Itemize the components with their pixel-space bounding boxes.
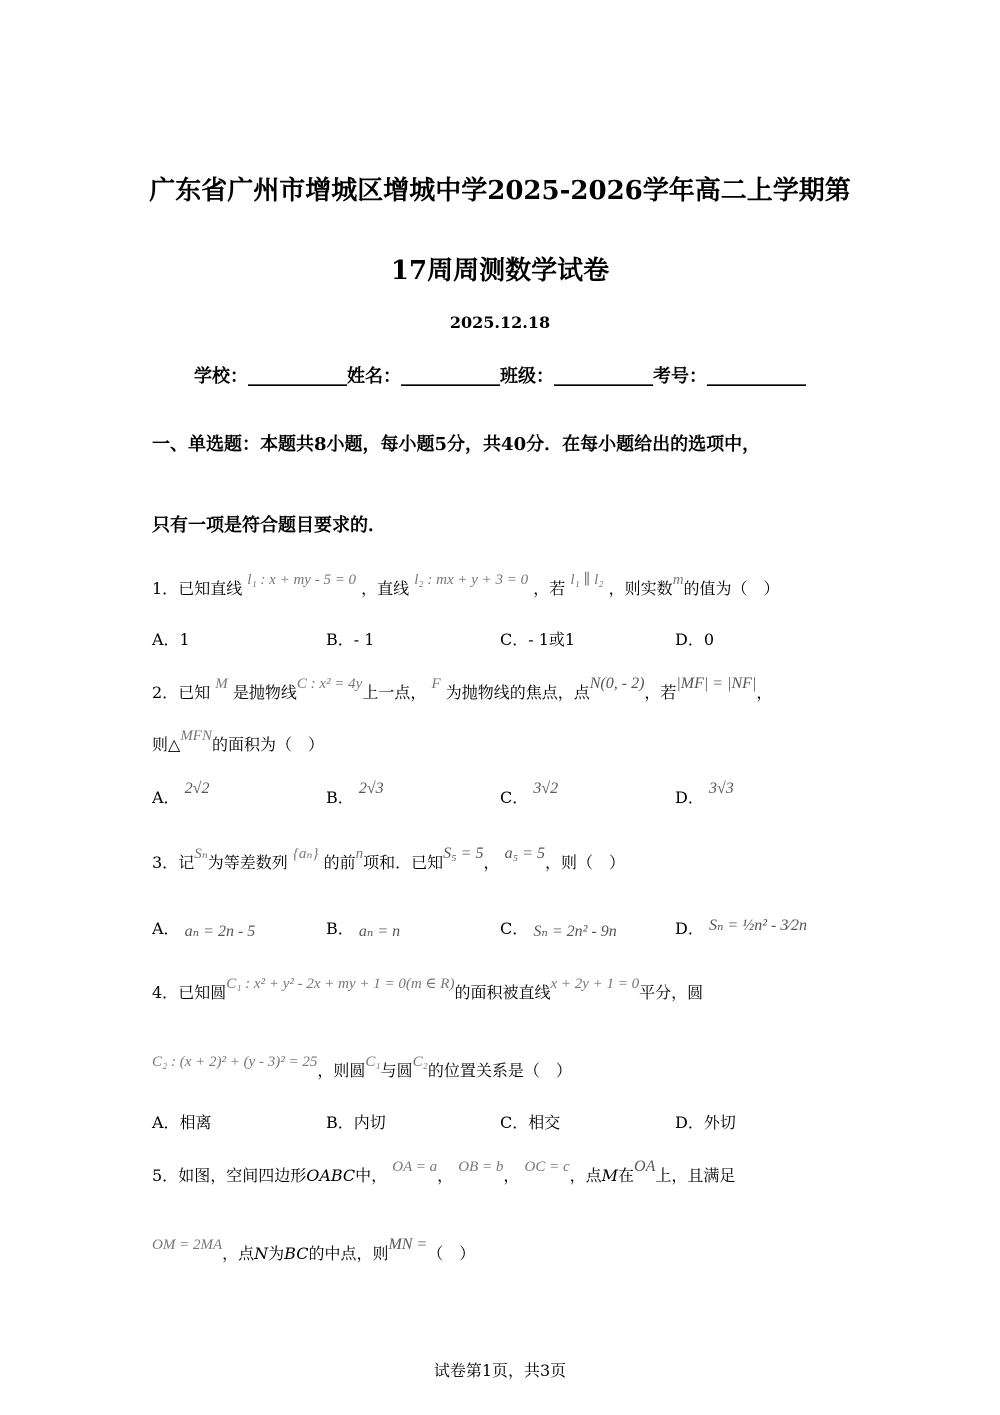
- section-heading-line2: 只有一项是符合题目要求的．: [152, 515, 386, 536]
- q2-option-d: D． 3√3: [675, 780, 734, 807]
- q2-option-a: A． 2√2: [152, 780, 210, 807]
- question-number: 2．: [152, 683, 179, 702]
- question-number: 3．: [152, 853, 179, 872]
- question-5: 5．如图，空间四边形OABC中， OA = a， OB = b， OC = c，点M在OA上，且满足: [152, 1158, 736, 1185]
- q1-option-c: C．- 1或1: [500, 630, 576, 649]
- math-circle-c2: C₂ : (x + 2)² + (y - 3)² = 25: [152, 1054, 318, 1070]
- math-point-n: N(0, - 2): [589, 675, 645, 692]
- math-line-l2: l₂ : mx + y + 3 = 0: [414, 572, 529, 588]
- q4-option-a: A．相离: [152, 1113, 212, 1132]
- q4-option-c: C．相交: [500, 1113, 561, 1132]
- page-title-line1: 广东省广州市增城区增城中学2025-2026学年高二上学期第: [149, 176, 851, 206]
- q3-option-c: C． Sₙ = 2n² - 9n: [500, 919, 617, 940]
- math-abs-equal: |MF| = |NF|: [676, 675, 757, 692]
- question-number: 5．: [152, 1166, 179, 1185]
- q3-option-d: D． Sₙ = ½n² - 3⁄2n: [675, 917, 808, 938]
- q2-option-c: C． 3√2: [500, 780, 559, 807]
- section-heading-line1: 一、单选题：本题共8小题，每小题5分，共40分．在每小题给出的选项中，: [152, 434, 761, 455]
- q1-option-a: A．1: [152, 630, 190, 649]
- q4-option-b: B．内切: [326, 1113, 386, 1132]
- question-1: 1．已知直线 l₁ : x + my - 5 = 0 ，直线 l₂ : mx + y + 3 = 0 ，若 l₁ ∥ l₂ ，则实数m的值为（ ）: [152, 572, 780, 598]
- q2-option-b: B． 2√3: [326, 780, 384, 807]
- math-parabola: C : x² = 4y: [296, 676, 363, 692]
- question-4-line2: C₂ : (x + 2)² + (y - 3)² = 25，则圆C₁与圆C₂的位置关系是（ ）: [152, 1054, 572, 1080]
- q1-option-d: D．0: [675, 630, 715, 649]
- question-2: 2．已知 M 是抛物线C : x² = 4y上一点， F 为抛物线的焦点，点N(0, - 2)，若|MF| = |NF|，: [152, 675, 773, 702]
- exam-date: 2025.12.18: [449, 313, 551, 332]
- page-footer: 试卷第1页，共3页: [433, 1361, 567, 1380]
- question-3: 3．记Sₙ为等差数列 {aₙ} 的前n项和．已知S₅ = 5， a₅ = 5，则（ ）: [152, 845, 625, 872]
- student-info-line: 学校：___________姓名：___________班级：___________考号：___________: [194, 366, 806, 387]
- math-circle-c1: C₁ : x² + y² - 2x + my + 1 = 0(m ∈ R): [226, 976, 455, 992]
- question-number: 1．: [152, 579, 179, 598]
- question-2-line2: 则△MFN的面积为（ ）: [152, 728, 324, 754]
- math-parallel: l₁ ∥ l₂: [570, 572, 604, 588]
- math-m: m: [672, 572, 684, 588]
- math-line-l1: l₁ : x + my - 5 = 0: [247, 572, 357, 588]
- q3-option-b: B． aₙ = n: [326, 919, 401, 940]
- question-4: 4．已知圆C₁ : x² + y² - 2x + my + 1 = 0(m ∈ R)的面积被直线x + 2y + 1 = 0平分，圆: [152, 976, 704, 1002]
- math-line: x + 2y + 1 = 0: [550, 976, 640, 992]
- q1-option-b: B．- 1: [326, 630, 375, 649]
- q4-option-d: D．外切: [675, 1113, 736, 1132]
- question-number: 4．: [152, 983, 179, 1002]
- page-title-line2: 17周周测数学试卷: [390, 256, 610, 286]
- q3-option-a: A． aₙ = 2n - 5: [152, 919, 256, 940]
- question-5-line2: OM = 2MA，点N为BC的中点，则MN =（ ）: [152, 1236, 476, 1263]
